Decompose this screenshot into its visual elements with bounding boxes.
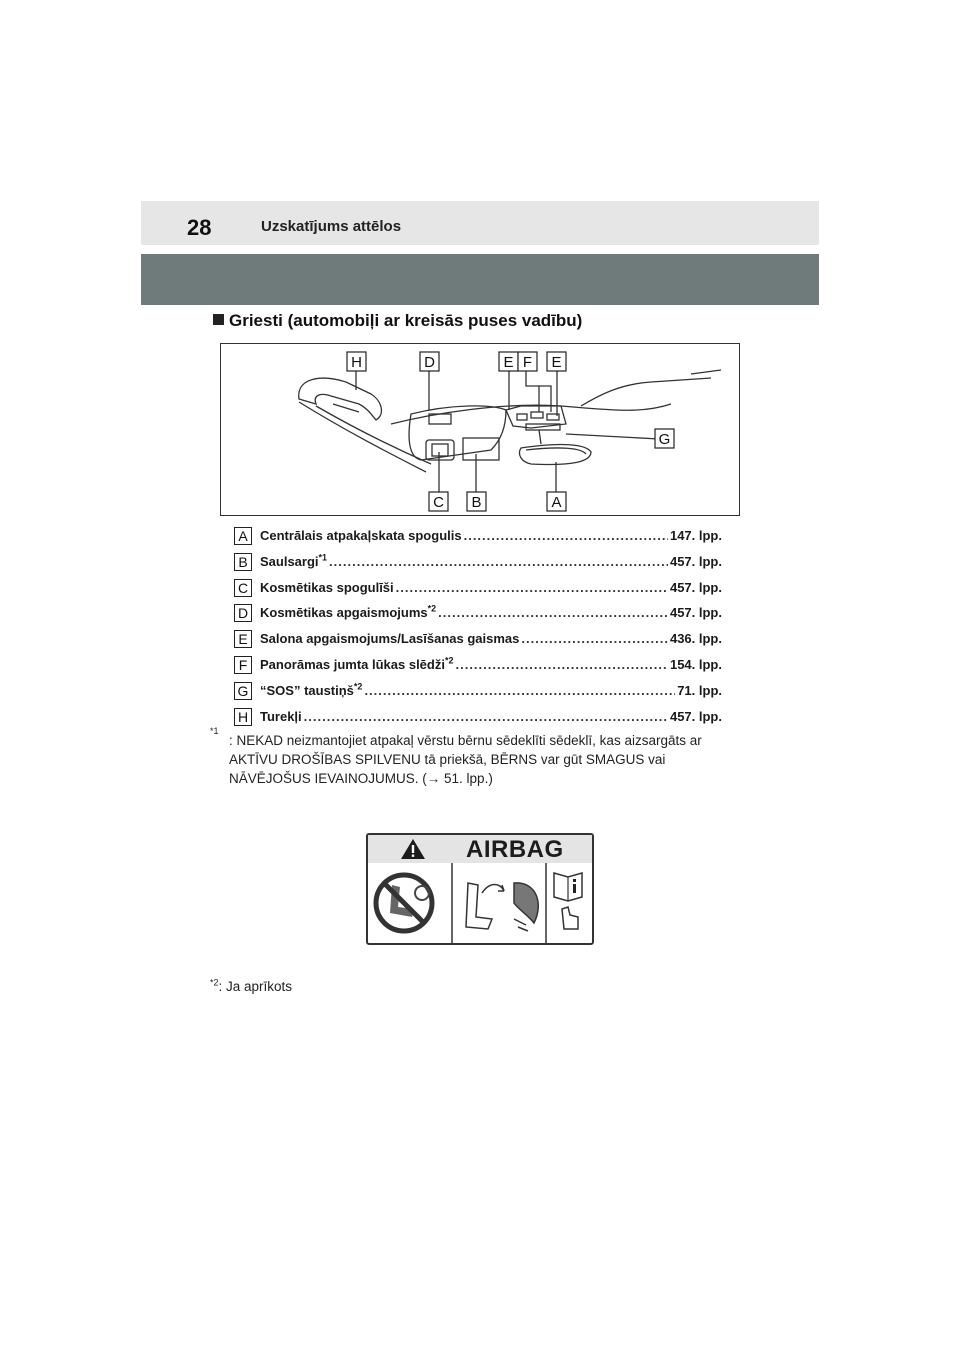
item-label: Panorāmas jumta lūkas slēdži <box>260 656 445 672</box>
footnote-2-text: : Ja aprīkots <box>218 979 293 994</box>
item-label: Centrālais atpakaļskata spogulis <box>260 528 462 543</box>
item-page: 457. lpp. <box>669 708 722 724</box>
square-bullet-icon <box>213 314 224 325</box>
warning-triangle-icon <box>400 838 426 860</box>
list-item <box>234 602 724 628</box>
item-letter: H <box>234 708 252 726</box>
leader-dots <box>329 554 668 569</box>
page-number: 28 <box>187 215 212 240</box>
item-page: 457. lpp. <box>669 553 722 569</box>
footnote-2-mark: *2 <box>210 977 219 988</box>
chapter-title: Uzskatījums attēlos <box>261 218 402 235</box>
callout-e-left: E <box>503 354 514 371</box>
item-letter: F <box>234 656 252 674</box>
footnote-1-text: : NEKAD neizmantojiet atpakaļ vērstu bērnu sēdeklīti sēdeklī, kas aizsargāts ar AKTĪVU DROŠĪBAS SPILVENU tā priekšā, BĒRNS var gūt SMAGUS vai NĀVĒJOŠUS IEVAINOJUMUS. (→ 51. lpp.) <box>229 733 702 786</box>
ceiling-illustration <box>220 343 740 516</box>
component-list <box>234 525 724 731</box>
item-page: 71. lpp. <box>677 682 722 698</box>
item-page: 147. lpp. <box>669 528 722 543</box>
leader-dots <box>521 631 668 646</box>
no-rear-facing-child-seat-icon <box>376 875 432 931</box>
item-footnote: *1 <box>318 553 328 563</box>
list-item <box>234 706 724 732</box>
warning-label-pictograms <box>368 863 592 943</box>
item-footnote: *2 <box>444 656 454 666</box>
leader-dots <box>438 605 668 620</box>
callout-g: G <box>658 431 671 448</box>
item-label: Kosmētikas apgaismojums <box>260 605 428 621</box>
item-page: 457. lpp. <box>669 605 722 621</box>
item-label: “SOS” taustiņš <box>260 682 354 698</box>
item-page: 436. lpp. <box>669 631 722 647</box>
item-letter: B <box>234 553 252 571</box>
list-item <box>234 525 724 551</box>
warning-label-header <box>368 835 592 863</box>
list-item <box>234 551 724 577</box>
item-letter: E <box>234 630 252 648</box>
item-letter: C <box>234 579 252 597</box>
callout-f: F <box>522 354 533 371</box>
item-letter: A <box>234 527 252 545</box>
airbag-deploy-icon <box>466 883 538 931</box>
list-item <box>234 680 724 706</box>
list-item <box>234 654 724 680</box>
item-label: Saulsargi <box>260 553 319 569</box>
item-page: 457. lpp. <box>669 579 722 595</box>
leader-dots <box>464 528 668 543</box>
item-letter: D <box>234 604 252 622</box>
callout-d: D <box>424 354 435 371</box>
callout-a: A <box>551 494 562 511</box>
item-label: Kosmētikas spogulīši <box>260 579 394 595</box>
section-bar <box>141 254 819 305</box>
footnote-1: *1 : NEKAD neizmantojiet atpakaļ vērstu bērnu sēdeklīti sēdeklī, kas aizsargāts ar AKTĪVU DROŠĪBAS SPILVENU tā priekšā, BĒRNS var gūt SMAGUS vai NĀVĒJOŠUS IEVAINOJUMUS. (→ 51. lpp.) <box>210 731 740 788</box>
callout-h: H <box>351 354 362 371</box>
item-footnote: *2 <box>427 605 437 615</box>
read-manual-icon <box>554 873 582 929</box>
callout-e-right: E <box>551 354 562 371</box>
item-label: Turekļi <box>260 708 302 724</box>
leader-dots <box>364 683 675 698</box>
list-item <box>234 577 724 603</box>
callout-b: B <box>471 494 482 511</box>
airbag-warning-label <box>366 833 594 945</box>
leader-dots <box>304 709 668 724</box>
section-heading <box>213 311 582 331</box>
item-label: Salona apgaismojums/Lasīšanas gaismas <box>260 631 520 647</box>
item-footnote: *2 <box>353 682 363 692</box>
item-page: 154. lpp. <box>669 656 722 672</box>
ceiling-drawing <box>221 344 739 515</box>
item-letter: G <box>234 682 252 700</box>
callout-c: C <box>433 494 444 511</box>
warning-label-title: AIRBAG <box>466 836 564 863</box>
leader-dots <box>455 657 667 672</box>
leader-dots <box>396 580 668 595</box>
footnote-2 <box>210 979 292 994</box>
list-item <box>234 628 724 654</box>
section-heading-text: Griesti (automobiļi ar kreisās puses vadību) <box>229 311 583 330</box>
page-header <box>141 201 819 245</box>
